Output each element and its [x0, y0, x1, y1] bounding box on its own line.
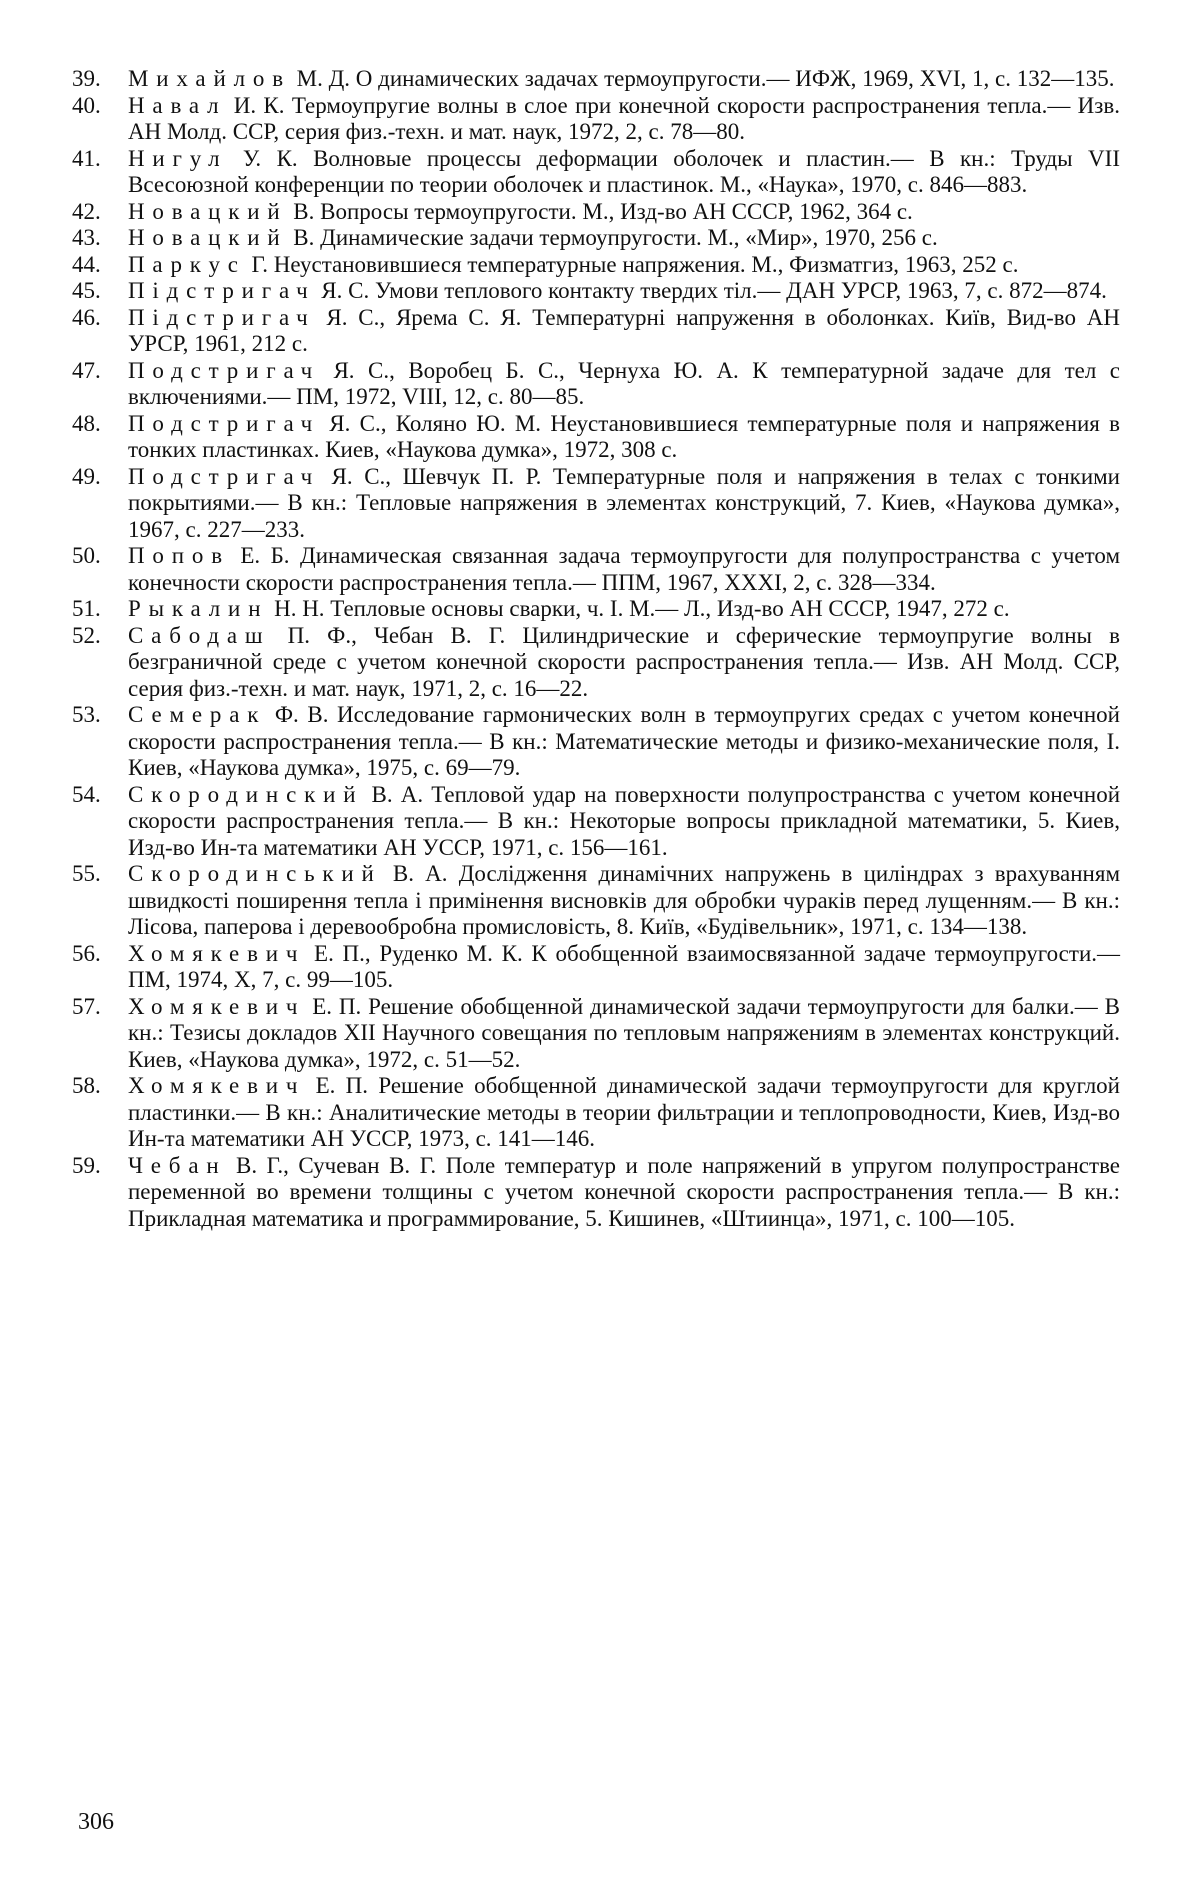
- page-number: 306: [78, 1809, 114, 1835]
- reference-entry: [72, 199, 1120, 226]
- reference-body: Я. С., Ярема С. Я. Температурні напруження в оболонках. Київ, Вид-во АН УРСР, 1961, 212 с.: [128, 304, 1120, 356]
- reference-entry: [72, 702, 1120, 782]
- reference-body: В. Динамические задачи термоупругости. М., «Мир», 1970, 256 с.: [287, 225, 938, 250]
- reference-author: Підстригач: [128, 304, 316, 330]
- reference-text: [128, 1153, 1120, 1233]
- reference-author: Новацкий: [128, 198, 288, 224]
- reference-number: 47.: [72, 357, 101, 383]
- reference-body: М. Д. О динамических задачах термоупругости.— ИФЖ, 1969, XVI, 1, с. 132—135.: [290, 66, 1115, 91]
- reference-text: [128, 596, 1120, 623]
- reference-entry: [72, 66, 1120, 93]
- reference-text: [128, 358, 1120, 411]
- reference-number: 42.: [72, 198, 101, 224]
- reference-author: Підстригач: [128, 278, 316, 303]
- reference-body: Е. П. Решение обобщенной динамической задачи термоупругости для балки.— В кн.: Тезисы докладов XII Научного совещания по тепловым напряжениям в элементах конструкций. Киев, «Наукова думка», 1972, с. 51—52.: [128, 993, 1120, 1072]
- reference-entry: [72, 411, 1120, 464]
- reference-author: Попов: [128, 543, 230, 568]
- reference-author: Чебан: [128, 1152, 227, 1178]
- reference-author: Скородинский: [128, 781, 364, 807]
- reference-body: Е. П., Руденко М. К. К обобщенной взаимосвязанной задаче термоупругости.— ПМ, 1974, X, 7, с. 99—105.: [128, 940, 1120, 992]
- reference-entry: [72, 861, 1120, 941]
- reference-body: Е. Б. Динамическая связанная задача термоупругости для полупространства с учетом конечности скорости распространения тепла.— ППМ, 1967, XXXI, 2, с. 328—334.: [128, 543, 1120, 595]
- reference-number: 46.: [72, 304, 101, 330]
- reference-body: Н. Н. Тепловые основы сварки, ч. I. М.— Л., Изд-во АН СССР, 1947, 272 с.: [268, 596, 1010, 621]
- reference-entry: [72, 146, 1120, 199]
- reference-text: [128, 199, 1120, 226]
- bibliography-page: [72, 66, 1120, 1232]
- reference-text: [128, 66, 1120, 93]
- reference-text: [128, 702, 1120, 782]
- reference-entry: [72, 941, 1120, 994]
- reference-body: Ф. В. Исследование гармонических волн в термоупругих средах с учетом конечной скорости распространения тепла.— В кн.: Математические методы и физико-механические поля, I. Киев, «Наукова думка», 1975, с. 69—79.: [128, 702, 1120, 780]
- reference-body: Е. П. Решение обобщенной динамической задачи термоупругости для круглой пластинки.— В кн.: Аналитические методы в теории фильтрации и теплопроводности, Киев, Изд-во Ин-та математики АН УССР, 1973, с. 141—146.: [128, 1073, 1120, 1151]
- reference-entry: [72, 543, 1120, 596]
- reference-body: И. К. Термоупругие волны в слое при конечной скорости распространения тепла.— Изв. АН Молд. ССР, серия физ.-техн. и мат. наук, 1972, 2, с. 78—80.: [128, 92, 1120, 144]
- reference-author: Паркус: [128, 251, 246, 277]
- reference-text: [128, 225, 1120, 252]
- reference-number: 54.: [72, 781, 101, 807]
- reference-number: 52.: [72, 622, 101, 648]
- reference-number: 48.: [72, 410, 101, 436]
- reference-number: 44.: [72, 251, 101, 277]
- reference-author: Скородинський: [128, 861, 382, 886]
- reference-text: [128, 252, 1120, 279]
- reference-text: [128, 941, 1120, 994]
- reference-author: Хомякевич: [128, 940, 306, 966]
- reference-text: [128, 146, 1120, 199]
- reference-author: Семерак: [128, 702, 267, 727]
- reference-author: Михайлов: [128, 66, 291, 91]
- reference-number: 45.: [72, 278, 101, 303]
- reference-text: [128, 464, 1120, 544]
- reference-body: В. Вопросы термоупругости. М., Изд-во АН СССР, 1962, 364 с.: [287, 198, 913, 224]
- reference-text: [128, 411, 1120, 464]
- reference-text: [128, 278, 1120, 305]
- reference-list: [72, 66, 1120, 1232]
- reference-number: 51.: [72, 596, 101, 621]
- reference-author: Хомякевич: [128, 1073, 306, 1098]
- reference-number: 43.: [72, 225, 101, 250]
- reference-text: [128, 305, 1120, 358]
- reference-author: Новацкий: [128, 225, 288, 250]
- reference-entry: [72, 464, 1120, 544]
- reference-author: Хомякевич: [128, 993, 306, 1019]
- reference-text: [128, 1073, 1120, 1153]
- reference-body: Я. С., Коляно Ю. М. Неустановившиеся температурные поля и напряжения в тонких пластинках. Киев, «Наукова думка», 1972, 308 с.: [128, 410, 1120, 462]
- reference-author: Подстригач: [128, 410, 320, 436]
- reference-number: 58.: [72, 1073, 101, 1098]
- reference-entry: [72, 1153, 1120, 1233]
- reference-entry: [72, 994, 1120, 1074]
- reference-text: [128, 782, 1120, 862]
- reference-entry: [72, 623, 1120, 703]
- reference-entry: [72, 225, 1120, 252]
- reference-body: В. А. Дослідження динамічних напружень в циліндрах з врахуванням швидкості поширення тепла і примінення висновків для обробки чураків перед лущенням.— В кн.: Лісова, паперова і деревообробна промисловість, 8. Київ, «Будівельник», 1971, с. 134—138.: [128, 861, 1120, 939]
- reference-author: Сабодаш: [128, 622, 271, 648]
- reference-text: [128, 623, 1120, 703]
- reference-author: Подстригач: [128, 463, 320, 489]
- reference-author: Нигул: [128, 145, 228, 171]
- reference-number: 57.: [72, 993, 101, 1019]
- reference-author: Навал: [128, 92, 227, 118]
- reference-number: 39.: [72, 66, 101, 91]
- reference-number: 49.: [72, 463, 101, 489]
- reference-number: 55.: [72, 861, 101, 886]
- reference-body: Г. Неустановившиеся температурные напряжения. М., Физматгиз, 1963, 252 с.: [245, 251, 1019, 277]
- reference-entry: [72, 278, 1120, 305]
- reference-body: В. Г., Сучеван В. Г. Поле температур и поле напряжений в упругом полупространстве переменной во времени толщины с учетом конечной скорости распространения тепла.— В кн.: Прикладная математика и программирование, 5. Кишинев, «Штиинца», 1971, с. 100—105.: [128, 1152, 1120, 1231]
- reference-entry: [72, 252, 1120, 279]
- reference-text: [128, 861, 1120, 941]
- reference-number: 53.: [72, 702, 101, 727]
- reference-body: Я. С., Шевчук П. Р. Температурные поля и напряжения в телах с тонкими покрытиями.— В кн.: Тепловые напряжения в элементах конструкций, 7. Киев, «Наукова думка», 1967, с. 227—233.: [128, 463, 1120, 542]
- reference-body: У. К. Волновые процессы деформации оболочек и пластин.— В кн.: Труды VII Всесоюзной конференции по теории оболочек и пластинок. М., «Наука», 1970, с. 846—883.: [128, 145, 1120, 197]
- reference-number: 59.: [72, 1152, 101, 1178]
- reference-entry: [72, 1073, 1120, 1153]
- reference-entry: [72, 596, 1120, 623]
- reference-number: 56.: [72, 940, 101, 966]
- reference-entry: [72, 93, 1120, 146]
- reference-text: [128, 994, 1120, 1074]
- reference-number: 50.: [72, 543, 101, 568]
- reference-entry: [72, 358, 1120, 411]
- reference-text: [128, 543, 1120, 596]
- reference-entry: [72, 782, 1120, 862]
- reference-body: В. А. Тепловой удар на поверхности полупространства с учетом конечной скорости распространения тепла.— В кн.: Некоторые вопросы прикладной математики, 5. Киев, Изд-во Ин-та математики АН УССР, 1971, с. 156—161.: [128, 781, 1120, 860]
- reference-author: Подстригач: [128, 357, 320, 383]
- reference-number: 40.: [72, 92, 101, 118]
- reference-text: [128, 93, 1120, 146]
- reference-author: Рыкалин: [128, 596, 269, 621]
- reference-body: П. Ф., Чебан В. Г. Цилиндрические и сферические термоупругие волны в безграничной среде с учетом конечной скорости распространения тепла.— Изв. АН Молд. ССР, серия физ.-техн. и мат. наук, 1971, 2, с. 16—22.: [128, 622, 1120, 701]
- reference-entry: [72, 305, 1120, 358]
- reference-number: 41.: [72, 145, 101, 171]
- reference-body: Я. С. Умови теплового контакту твердих тіл.— ДАН УРСР, 1963, 7, с. 872—874.: [315, 278, 1107, 303]
- reference-body: Я. С., Воробец Б. С., Чернуха Ю. А. К температурной задаче для тел с включениями.— ПМ, 1972, VIII, 12, с. 80—85.: [128, 357, 1120, 409]
